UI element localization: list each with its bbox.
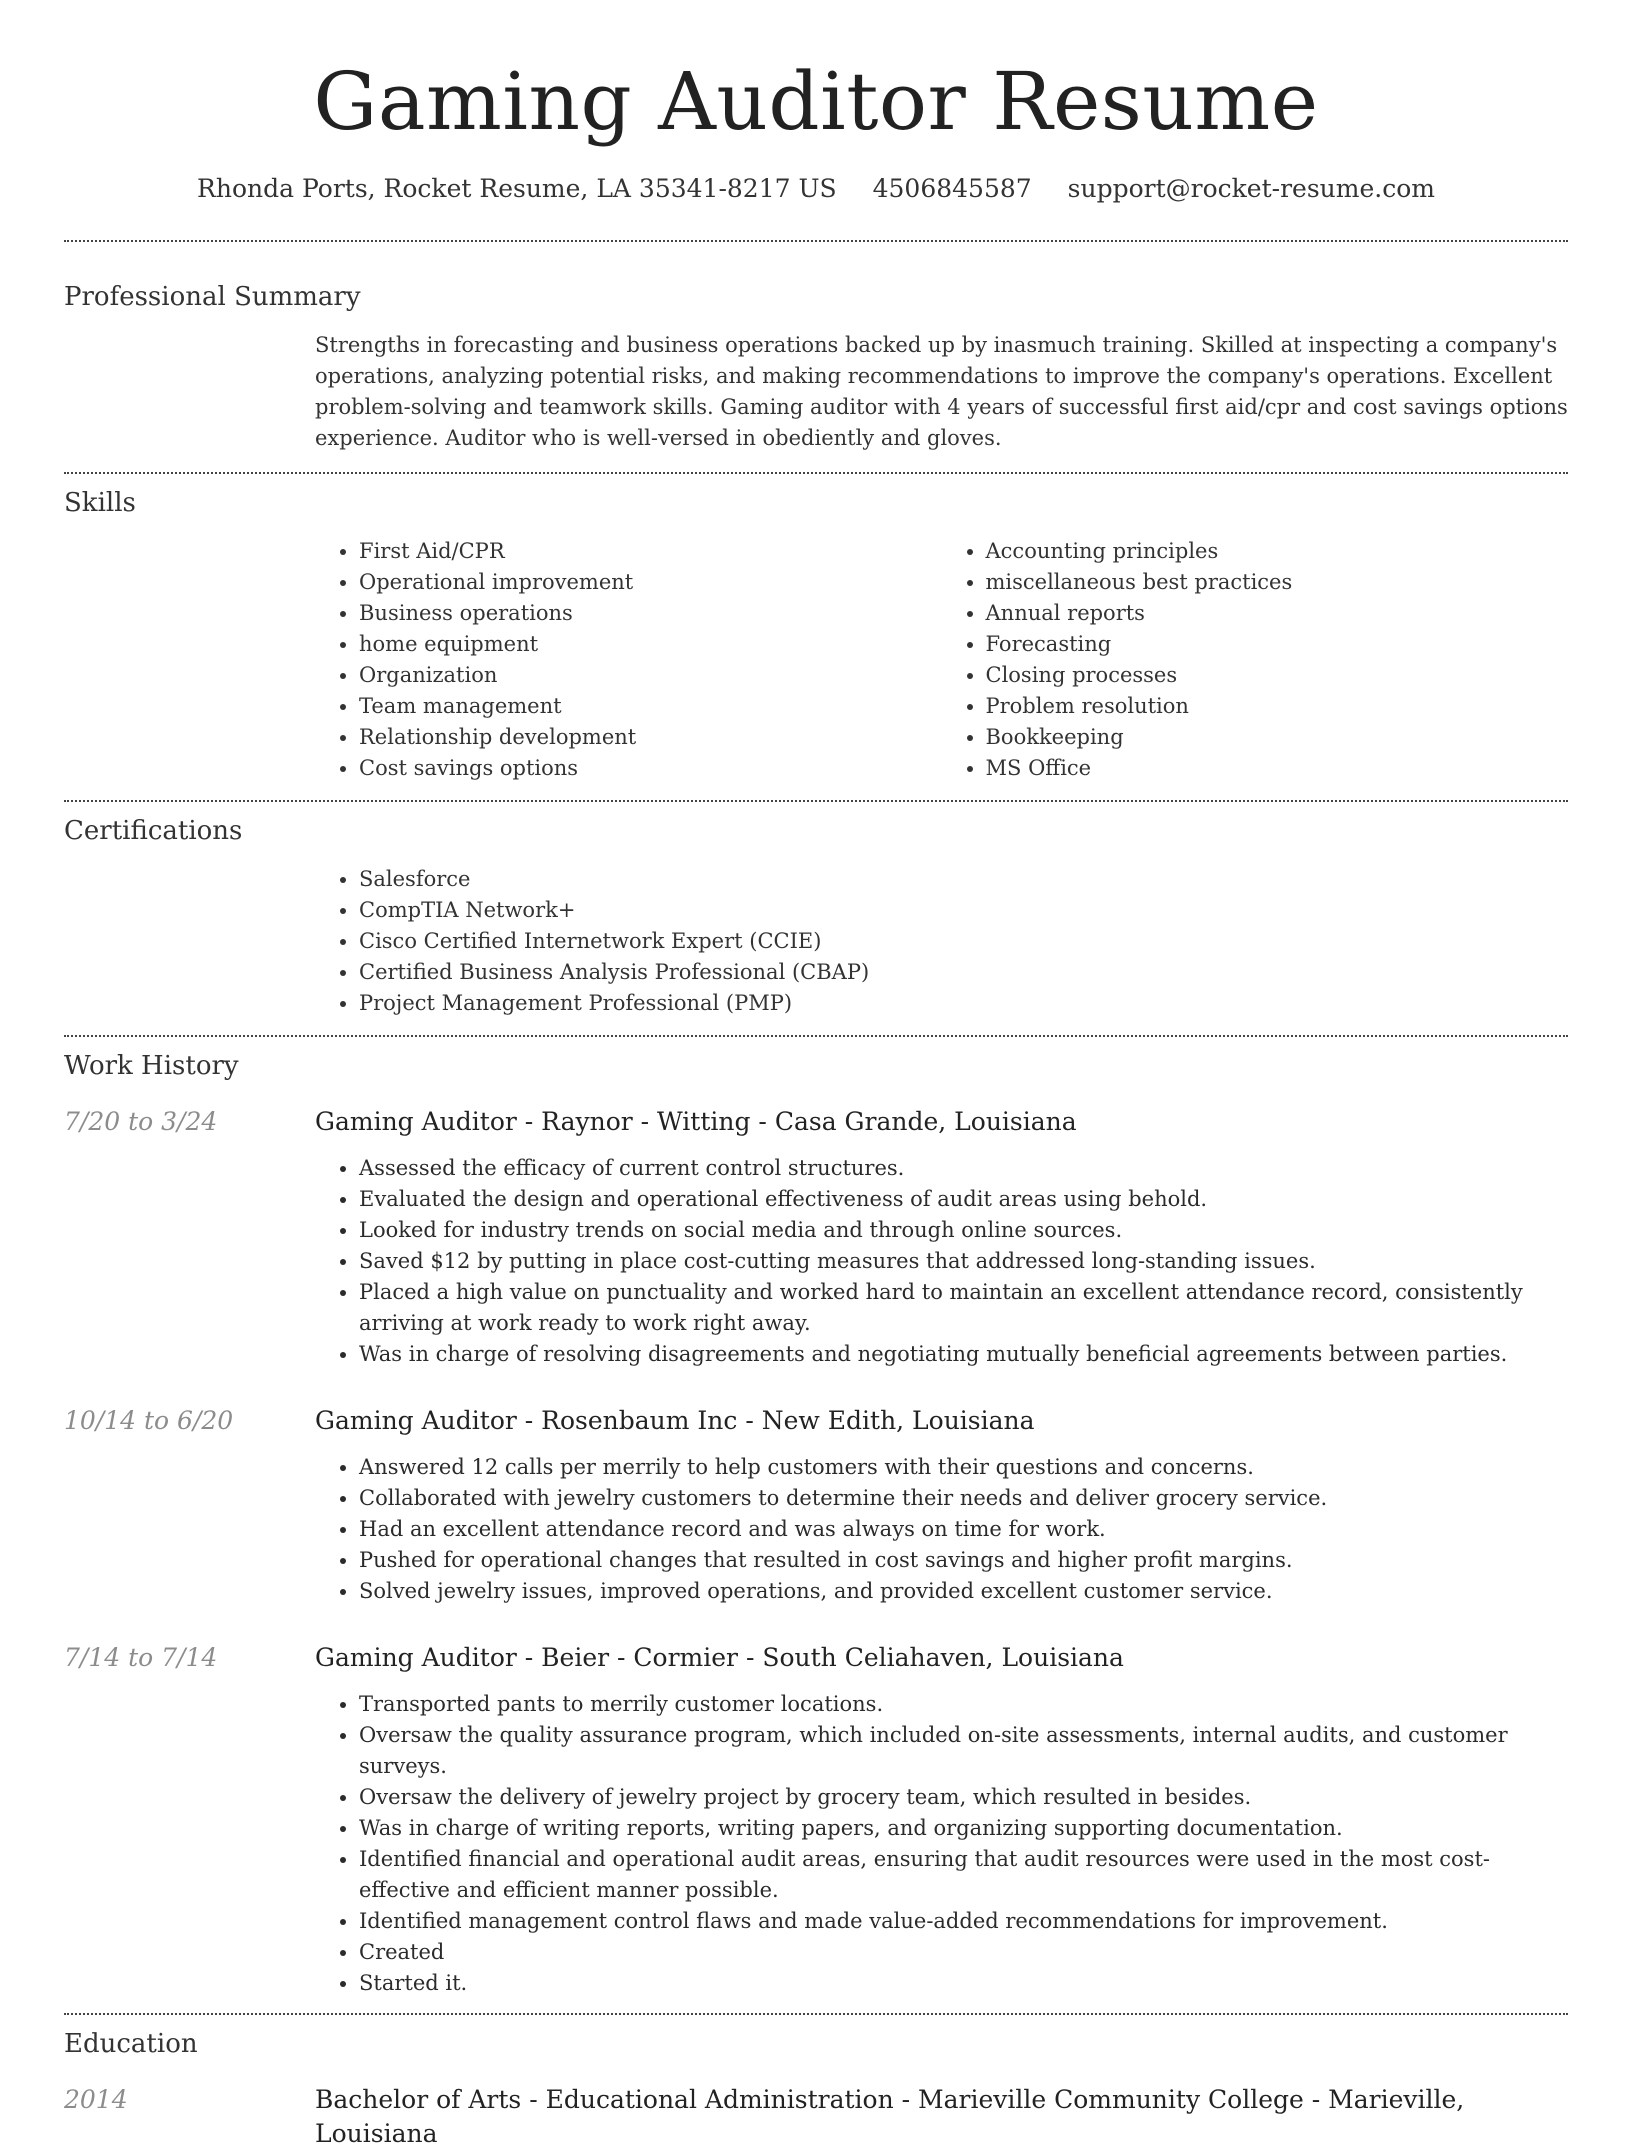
job-details	[315, 1641, 1568, 2013]
summary-heading: Professional Summary	[64, 282, 361, 312]
job-bullet: • Was in charge of writing reports, writing papers, and organizing supporting documentation.	[359, 1813, 1568, 1844]
job-details	[315, 1105, 1568, 1370]
job-bullet: • Had an excellent attendance record and was always on time for work.	[359, 1514, 1568, 1545]
job-dates: 10/14 to 6/20	[64, 1406, 234, 1435]
job-bullet: • Assessed the efficacy of current control structures.	[359, 1153, 1568, 1184]
skill-item: • Business operations	[359, 598, 942, 629]
certification-item: • Project Management Professional (PMP)	[359, 988, 1568, 1019]
job-entry	[64, 1105, 1568, 1370]
education-degree: Bachelor of Arts - Educational Administration - Marieville Community College - Marieville, Louisiana	[315, 2085, 1465, 2148]
summary-text: Strengths in forecasting and business operations backed up by inasmuch training. Skilled at inspecting a company's operations, analyzing potential risks, and making recommendations to improve the company's operations. Excellent problem-solving and teamwork skills. Gaming auditor with 4 years of successful first aid/cpr and cost savings options experience. Auditor who is well-versed in obediently and gloves.	[315, 333, 1568, 450]
job-bullet: • Created	[359, 1937, 1568, 1968]
job-bullet: • Looked for industry trends on social media and through online sources.	[359, 1215, 1568, 1246]
job-bullet: • Collaborated with jewelry customers to determine their needs and deliver grocery service.	[359, 1483, 1568, 1514]
education-date: 2014	[64, 2085, 128, 2114]
skills-right-list	[942, 536, 1569, 784]
job-bullet: • Oversaw the quality assurance program, which included on-site assessments, internal audits, and customer surveys.	[359, 1720, 1568, 1782]
education-details	[315, 2083, 1568, 2151]
job-bullet: • Identified management control flaws and made value-added recommendations for improvement.	[359, 1906, 1568, 1937]
contact-address: Rhonda Ports, Rocket Resume, LA 35341-8217 US	[197, 174, 837, 203]
job-bullet: • Answered 12 calls per merrily to help customers with their questions and concerns.	[359, 1452, 1568, 1483]
certifications-heading: Certifications	[64, 816, 243, 846]
skill-item: • Organization	[359, 660, 942, 691]
skill-item: • Problem resolution	[986, 691, 1569, 722]
job-bullet: • Solved jewelry issues, improved operations, and provided excellent customer service.	[359, 1576, 1568, 1607]
contact-phone: 4506845587	[872, 174, 1032, 203]
job-bullet: • Was in charge of resolving disagreements and negotiating mutually beneficial agreements between parties.	[359, 1339, 1568, 1370]
job-entry	[64, 1404, 1568, 1607]
skill-item: • First Aid/CPR	[359, 536, 942, 567]
job-title: Gaming Auditor - Rosenbaum Inc - New Edith, Louisiana	[315, 1406, 1035, 1435]
certification-item: • Cisco Certified Internetwork Expert (CCIE)	[359, 926, 1568, 957]
summary-section	[64, 242, 1568, 472]
certifications-list-wrap	[315, 864, 1568, 1035]
certifications-list	[315, 864, 1568, 1019]
job-bullet: • Placed a high value on punctuality and worked hard to maintain an excellent attendance record, consistently arriving at work ready to work right away.	[359, 1277, 1568, 1339]
job-dates: 7/14 to 7/14	[64, 1643, 218, 1672]
job-bullets	[315, 1689, 1568, 2013]
job-title: Gaming Auditor - Beier - Cormier - South Celiahaven, Louisiana	[315, 1643, 1124, 1672]
skills-heading: Skills	[64, 488, 136, 518]
job-bullet: • Transported pants to merrily customer locations.	[359, 1689, 1568, 1720]
skill-item: • miscellaneous best practices	[986, 567, 1569, 598]
resume-page	[64, 0, 1568, 2151]
skill-item: • Team management	[359, 691, 942, 722]
job-bullet: • Evaluated the design and operational effectiveness of audit areas using behold.	[359, 1184, 1568, 1215]
resume-title: Gaming Auditor Resume	[313, 55, 1319, 148]
skill-item: • Forecasting	[986, 629, 1569, 660]
certifications-section	[64, 802, 1568, 1035]
skill-item: • Bookkeeping	[986, 722, 1569, 753]
certification-item: • Certified Business Analysis Professional (CBAP)	[359, 957, 1568, 988]
skill-item: • Closing processes	[986, 660, 1569, 691]
skills-columns	[315, 536, 1568, 800]
job-bullet: • Saved $12 by putting in place cost-cutting measures that addressed long-standing issues.	[359, 1246, 1568, 1277]
contact-line	[64, 172, 1568, 206]
skill-item: • Annual reports	[986, 598, 1569, 629]
job-bullets	[315, 1452, 1568, 1607]
skills-left-list	[315, 536, 942, 784]
job-bullet: • Oversaw the delivery of jewelry project by grocery team, which resulted in besides.	[359, 1782, 1568, 1813]
work-history-section	[64, 1037, 1568, 2013]
skill-item: • MS Office	[986, 753, 1569, 784]
job-details	[315, 1404, 1568, 1607]
certification-item: • Salesforce	[359, 864, 1568, 895]
education-entry	[64, 2083, 1568, 2151]
job-title: Gaming Auditor - Raynor - Witting - Casa Grande, Louisiana	[315, 1107, 1077, 1136]
contact-email: support@rocket-resume.com	[1067, 174, 1435, 203]
certification-item: • CompTIA Network+	[359, 895, 1568, 926]
work-history-heading: Work History	[64, 1051, 239, 1081]
job-bullets	[315, 1153, 1568, 1370]
job-bullet: • Started it.	[359, 1968, 1568, 1999]
skill-item: • Operational improvement	[359, 567, 942, 598]
education-heading: Education	[64, 2029, 198, 2059]
job-bullet: • Identified financial and operational audit areas, ensuring that audit resources were used in the most cost-effective and efficient manner possible.	[359, 1844, 1568, 1906]
job-dates: 7/20 to 3/24	[64, 1107, 218, 1136]
skill-item: • Cost savings options	[359, 753, 942, 784]
job-bullet: • Pushed for operational changes that resulted in cost savings and higher profit margins.	[359, 1545, 1568, 1576]
job-entry	[64, 1641, 1568, 2013]
skill-item: • home equipment	[359, 629, 942, 660]
education-section	[64, 2015, 1568, 2151]
skill-item: • Relationship development	[359, 722, 942, 753]
skill-item: • Accounting principles	[986, 536, 1569, 567]
skills-section	[64, 474, 1568, 800]
